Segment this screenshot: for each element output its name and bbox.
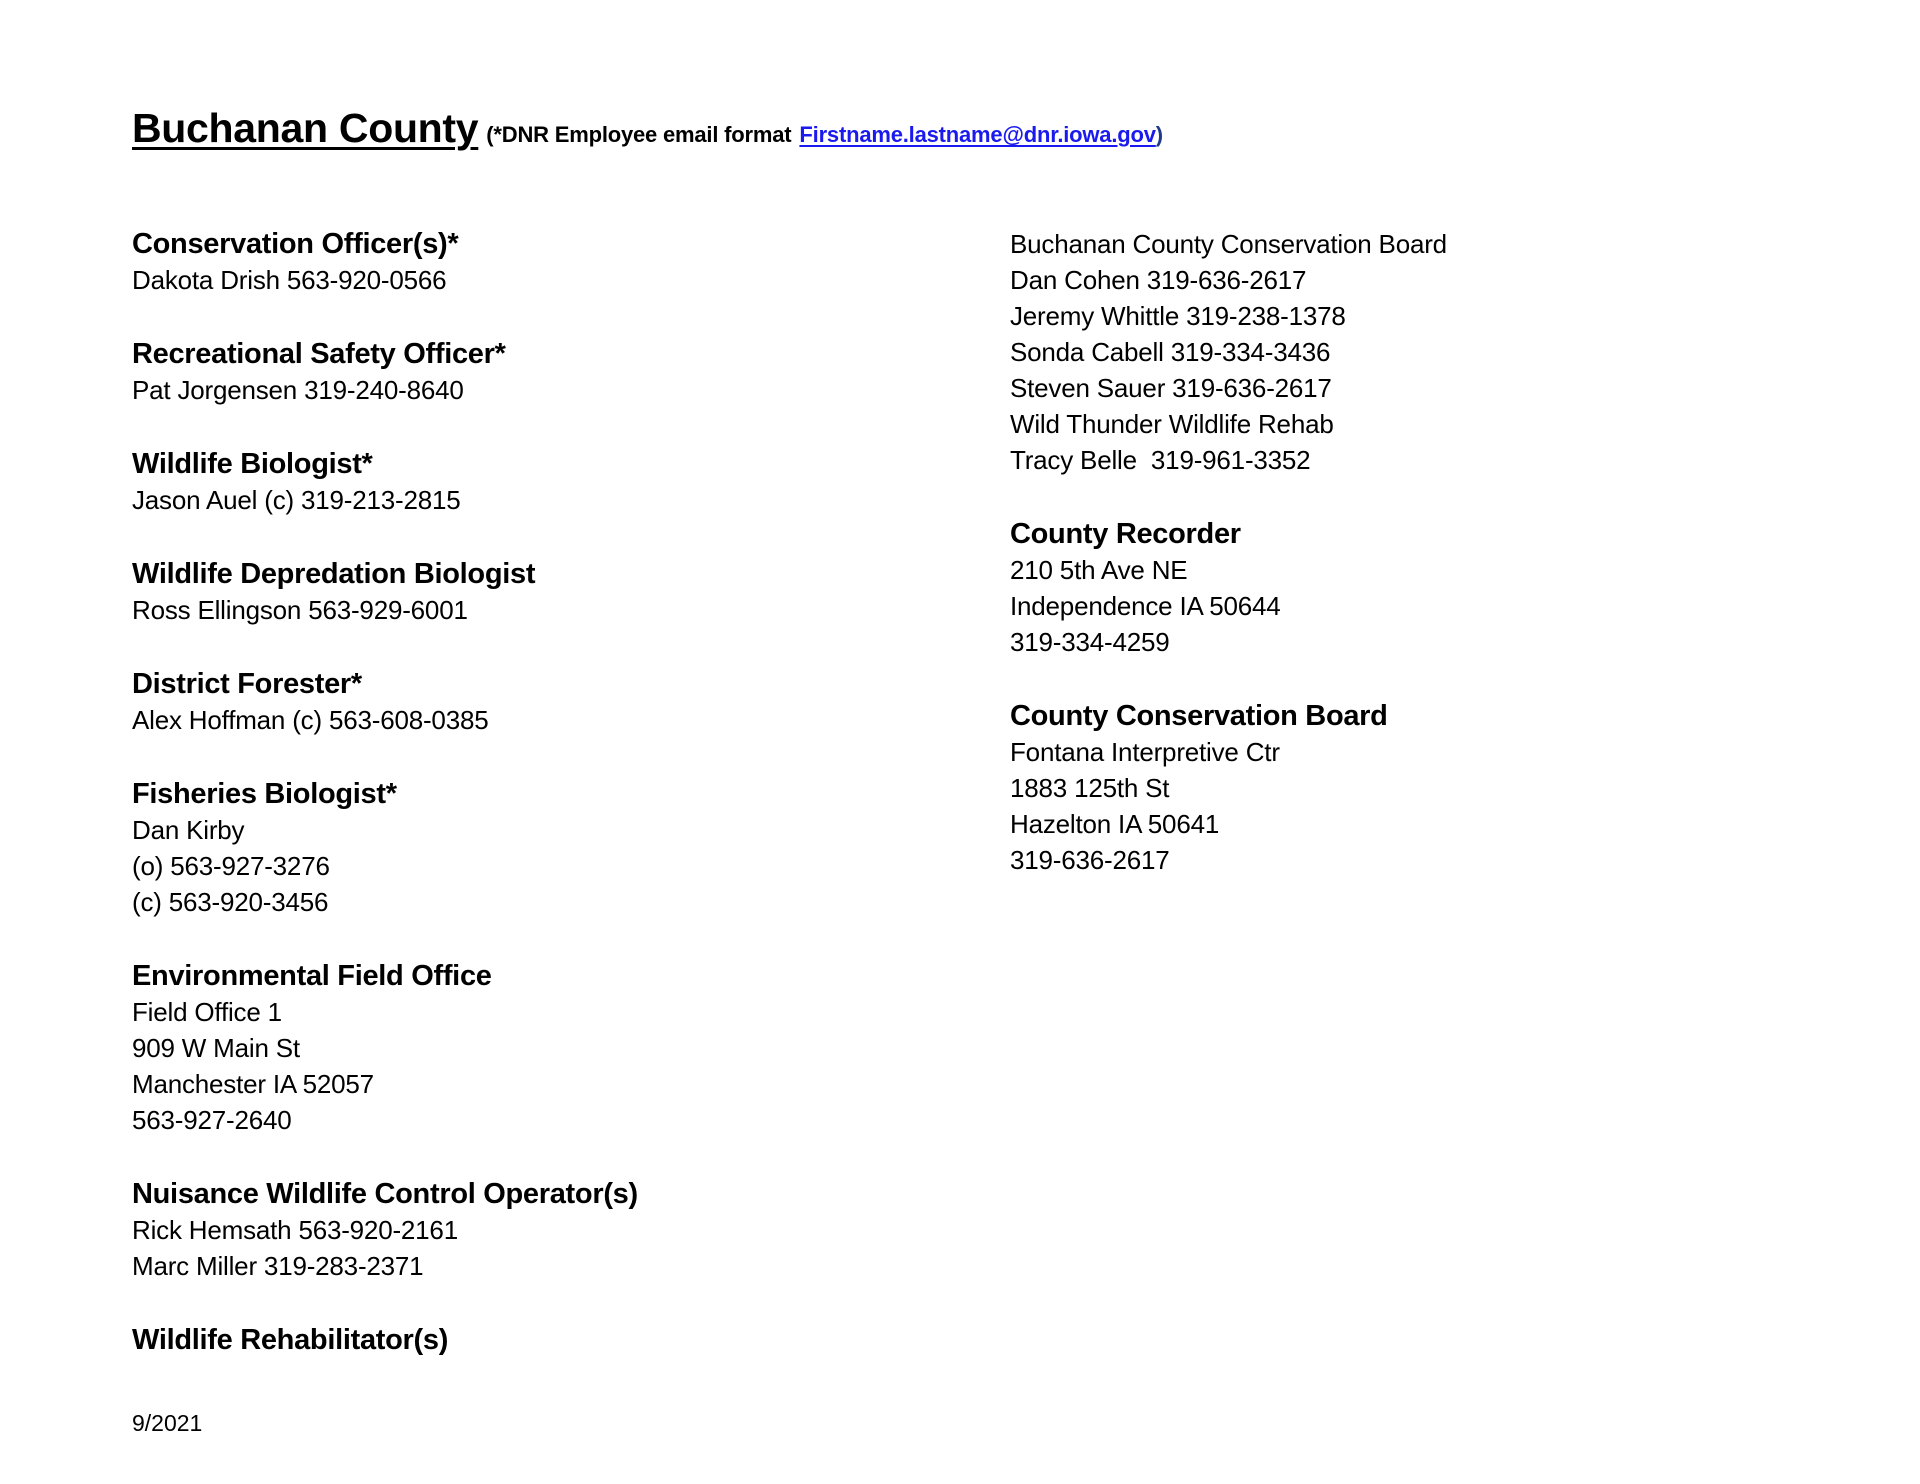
section-environmental-field-office [132, 958, 952, 1138]
page-header [132, 105, 1163, 151]
contact-line: Hazelton IA 50641 [1010, 809, 1220, 839]
footer-date: 9/2021 [132, 1410, 203, 1436]
section-conservation-officer [132, 226, 952, 298]
contact-line: Alex Hoffman (c) 563-608-0385 [132, 705, 489, 735]
contact-line: Independence IA 50644 [1010, 591, 1281, 621]
contact-line: 563-927-2640 [132, 1105, 292, 1135]
contact-line: 210 5th Ave NE [1010, 555, 1188, 585]
section-fisheries-biologist [132, 776, 952, 920]
section-heading: Environmental Field Office [132, 960, 492, 992]
contact-line: 1883 125th St [1010, 773, 1170, 803]
section-heading: Nuisance Wildlife Control Operator(s) [132, 1178, 638, 1210]
contact-line: Marc Miller 319-283-2371 [132, 1251, 424, 1281]
contact-line: Sonda Cabell 319-334-3436 [1010, 337, 1331, 367]
section-wildlife-depredation-biologist [132, 556, 952, 628]
contact-line: Pat Jorgensen 319-240-8640 [132, 375, 464, 405]
section-heading: Wildlife Rehabilitator(s) [132, 1324, 449, 1356]
contact-line: Field Office 1 [132, 997, 282, 1027]
section-heading: County Recorder [1010, 518, 1241, 550]
section-heading: Fisheries Biologist* [132, 778, 397, 810]
section-rehabilitator-list [1010, 226, 1830, 478]
contact-line: Ross Ellingson 563-929-6001 [132, 595, 468, 625]
contact-line: Rick Hemsath 563-920-2161 [132, 1215, 458, 1245]
contact-line: 909 W Main St [132, 1033, 300, 1063]
contact-line: Dan Cohen 319-636-2617 [1010, 265, 1307, 295]
section-heading: County Conservation Board [1010, 700, 1388, 732]
section-county-recorder [1010, 516, 1830, 660]
contact-line: Fontana Interpretive Ctr [1010, 737, 1280, 767]
contact-line: Tracy Belle 319-961-3352 [1010, 445, 1311, 475]
contact-line: Jason Auel (c) 319-213-2815 [132, 485, 461, 515]
contact-line: Jeremy Whittle 319-238-1378 [1010, 301, 1346, 331]
section-heading: Wildlife Depredation Biologist [132, 558, 536, 590]
contact-line: Buchanan County Conservation Board [1010, 229, 1447, 259]
email-note-prefix: (*DNR Employee email format [486, 122, 792, 147]
section-recreational-safety-officer [132, 336, 952, 408]
contact-line: Wild Thunder Wildlife Rehab [1010, 409, 1334, 439]
email-format-note [486, 122, 1163, 147]
contact-line: 319-636-2617 [1010, 845, 1170, 875]
section-heading: Conservation Officer(s)* [132, 228, 459, 260]
section-county-conservation-board [1010, 698, 1830, 878]
contact-line: Dakota Drish 563-920-0566 [132, 265, 447, 295]
section-wildlife-biologist [132, 446, 952, 518]
email-format-link[interactable]: Firstname.lastname@dnr.iowa.gov [799, 122, 1156, 147]
section-heading: Recreational Safety Officer* [132, 338, 506, 370]
contact-line: 319-334-4259 [1010, 627, 1170, 657]
section-district-forester [132, 666, 952, 738]
contact-line: (o) 563-927-3276 [132, 851, 330, 881]
page-title: Buchanan County [132, 105, 479, 151]
contact-line: Manchester IA 52057 [132, 1069, 374, 1099]
section-wildlife-rehabilitator [132, 1322, 952, 1358]
left-column [132, 226, 952, 1396]
contact-line: Steven Sauer 319-636-2617 [1010, 373, 1332, 403]
section-heading: Wildlife Biologist* [132, 448, 373, 480]
contact-line: (c) 563-920-3456 [132, 887, 329, 917]
right-column [1010, 226, 1830, 916]
section-heading: District Forester* [132, 668, 362, 700]
contact-line: Dan Kirby [132, 815, 245, 845]
email-note-suffix: ) [1155, 122, 1163, 147]
section-nuisance-wildlife-control [132, 1176, 952, 1284]
